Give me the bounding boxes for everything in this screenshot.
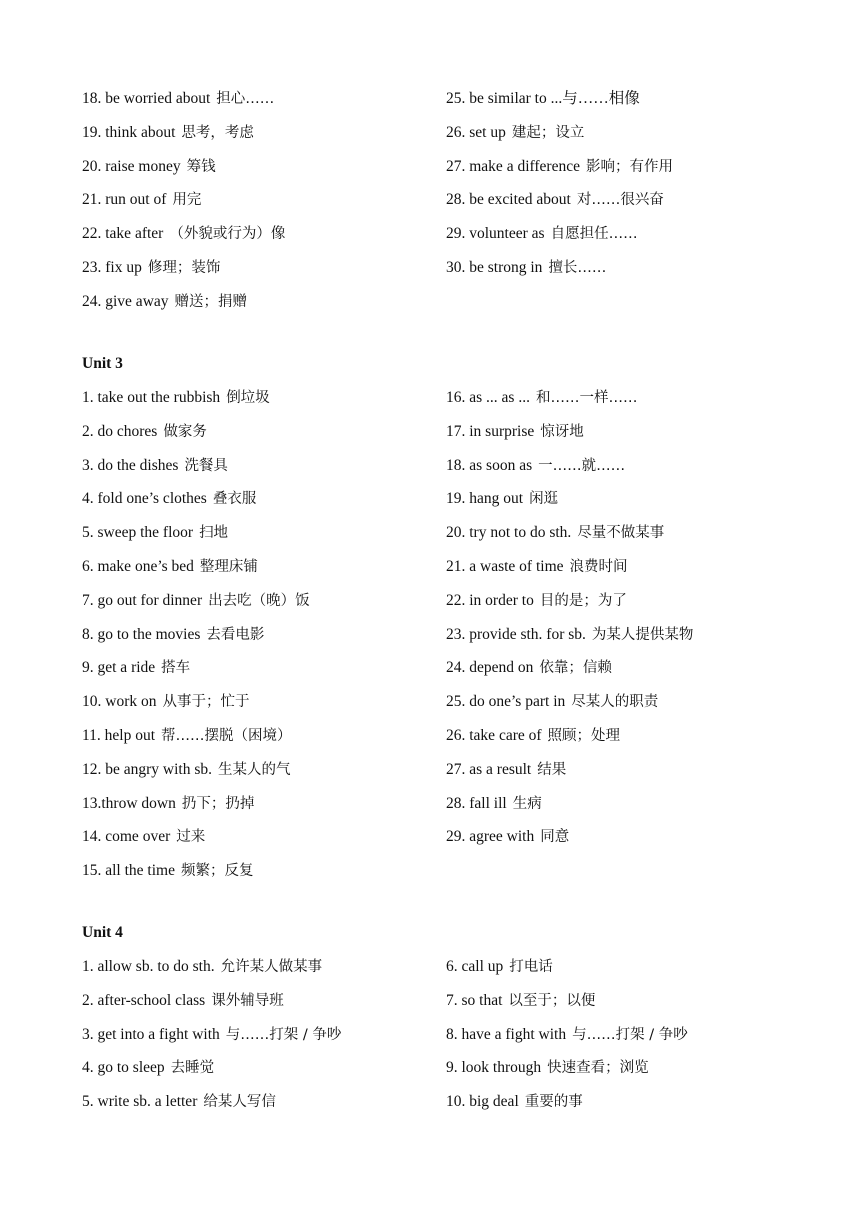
phrase-entry: [82, 285, 446, 319]
phrase-english: 23. provide sth. for sb.: [446, 625, 586, 643]
phrase-english: 3. do the dishes: [82, 456, 179, 474]
phrase-entry: [82, 984, 446, 1018]
phrase-entry: [446, 584, 782, 618]
phrase-entry: [446, 719, 782, 753]
phrase-entry: [82, 82, 446, 116]
phrase-entry: [82, 854, 446, 888]
section-unit3: [82, 347, 782, 888]
phrase-english: 11. help out: [82, 726, 156, 744]
phrase-english: 17. in surprise: [446, 422, 535, 440]
phrase-english: 26. take care of: [446, 726, 542, 744]
phrase-entry: [82, 116, 446, 150]
phrase-chinese: 尽量不做某事: [577, 525, 665, 542]
phrase-chinese: （外貌或行为）像: [169, 226, 286, 243]
phrase-chinese: 用完: [172, 192, 202, 209]
phrase-english: 19. think about: [82, 123, 176, 141]
phrase-entry: [82, 550, 446, 584]
phrase-entry: [82, 183, 446, 217]
phrase-english: 6. make one’s bed: [82, 557, 194, 575]
phrase-chinese: 照顾；处理: [547, 727, 621, 744]
phrase-chinese: 帮……摆脱（困境）: [161, 727, 292, 744]
phrase-entry: [446, 820, 782, 854]
phrase-column-right: [446, 950, 782, 1119]
phrase-chinese: 扔下；扔掉: [181, 795, 255, 812]
phrase-entry: [446, 753, 782, 787]
phrase-english: 23. fix up: [82, 258, 142, 276]
phrase-english: 19. hang out: [446, 490, 524, 508]
phrase-english: 12. be angry with sb.: [82, 760, 213, 778]
phrase-english: 7. go out for dinner: [82, 591, 203, 609]
phrase-chinese: 以至于；以便: [508, 992, 596, 1009]
phrase-column-left: [82, 381, 446, 888]
phrase-english: 24. give away: [82, 292, 169, 310]
phrase-english: 22. take after: [82, 225, 164, 243]
phrase-chinese: 打电话: [509, 959, 553, 975]
phrase-entry: [82, 950, 446, 984]
phrase-entry: [82, 1018, 446, 1052]
phrase-chinese: 叠衣服: [212, 491, 257, 508]
phrase-columns: [82, 381, 782, 888]
phrase-english: 29. agree with: [446, 828, 535, 846]
phrase-columns: [82, 950, 782, 1119]
phrase-chinese: 尽某人的职责: [571, 694, 659, 711]
phrase-chinese: 修理；装饰: [147, 259, 221, 276]
phrase-english: 21. a waste of time: [446, 557, 564, 575]
phrase-entry: [446, 183, 782, 217]
phrase-chinese: 整理床铺: [199, 558, 258, 575]
phrase-entry: [446, 217, 782, 251]
phrase-chinese: 洗餐具: [184, 457, 228, 474]
phrase-english: 27. make a difference: [446, 157, 580, 175]
phrase-entry: [446, 618, 782, 652]
phrase-chinese: 去睡觉: [170, 1060, 215, 1077]
phrase-chinese: 一……就……: [538, 457, 626, 474]
phrase-english: 15. all the time: [82, 862, 175, 880]
phrase-entry: [82, 820, 446, 854]
phrase-entry: [82, 482, 446, 516]
phrase-entry: [82, 787, 446, 821]
phrase-chinese: 建起；设立: [511, 124, 585, 141]
phrase-english: 13.throw down: [82, 794, 176, 812]
phrase-entry: [446, 82, 782, 116]
phrase-english: 5. sweep the floor: [82, 524, 194, 542]
section-unit4: [82, 916, 782, 1119]
phrase-entry: [446, 651, 782, 685]
phrase-chinese: 担心……: [216, 91, 275, 107]
phrase-entry: [82, 584, 446, 618]
phrase-english: 28. be excited about: [446, 191, 571, 209]
phrase-english: 29. volunteer as: [446, 225, 545, 243]
phrase-english: 1. allow sb. to do sth.: [82, 958, 215, 975]
phrase-entry: [446, 1051, 782, 1085]
phrase-entry: [446, 449, 782, 483]
phrase-english: 27. as a result: [446, 760, 532, 778]
phrase-entry: [446, 787, 782, 821]
phrase-english: 25. do one’s part in: [446, 693, 566, 711]
phrase-entry: [82, 719, 446, 753]
phrase-entry: [446, 150, 782, 184]
phrase-entry: [82, 415, 446, 449]
phrase-chinese: 为某人提供某物: [591, 626, 694, 643]
phrase-english: 5. write sb. a letter: [82, 1093, 198, 1111]
phrase-column-left: [82, 82, 446, 319]
phrase-chinese: 同意: [540, 829, 570, 846]
phrase-english: 4. go to sleep: [82, 1059, 165, 1077]
phrase-chinese: 惊讶地: [540, 423, 584, 440]
phrase-chinese: 思考，考虑: [181, 124, 254, 141]
phrase-english: 20. raise money: [82, 157, 181, 175]
phrase-entry: [82, 618, 446, 652]
phrase-chinese: 出去吃（晚）饭: [208, 592, 310, 609]
phrase-chinese: 倒垃圾: [226, 390, 270, 406]
phrase-english: 7. so that: [446, 991, 503, 1009]
phrase-english: 22. in order to: [446, 591, 534, 609]
phrase-entry: [446, 482, 782, 516]
phrase-chinese: 去看电影: [206, 626, 265, 643]
phrase-entry: [82, 449, 446, 483]
phrase-chinese: 结果: [537, 761, 567, 778]
phrase-chinese: 从事于；忙于: [162, 694, 250, 711]
phrase-entry: [446, 984, 782, 1018]
phrase-chinese: 影响；有作用: [585, 158, 673, 175]
phrase-entry: [82, 217, 446, 251]
phrase-chinese: 依靠；信赖: [539, 660, 612, 677]
phrase-entry: [82, 685, 446, 719]
phrase-entry: [446, 415, 782, 449]
phrase-column-left: [82, 950, 446, 1119]
unit-heading: Unit 3: [82, 355, 123, 372]
phrase-chinese: 生病: [512, 795, 542, 812]
phrase-english: 2. do chores: [82, 422, 158, 440]
phrase-chinese: 扫地: [199, 525, 229, 542]
phrase-entry: [82, 381, 446, 415]
phrase-english: 18. as soon as: [446, 456, 533, 474]
phrase-entry: [446, 950, 782, 984]
phrase-entry: [446, 1018, 782, 1052]
phrase-chinese: 做家务: [163, 423, 207, 440]
phrase-chinese: 过来: [176, 829, 206, 846]
phrase-chinese: 快速查看；浏览: [547, 1060, 649, 1077]
phrase-chinese: 课外辅导班: [211, 992, 284, 1009]
phrase-chinese: 频繁；反复: [180, 863, 254, 880]
phrase-entry: [82, 150, 446, 184]
phrase-english: 1. take out the rubbish: [82, 389, 221, 406]
phrase-entry: [446, 381, 782, 415]
section-unit2-continued: [82, 82, 782, 319]
phrase-entry: [82, 516, 446, 550]
phrase-english: 4. fold one’s clothes: [82, 490, 207, 508]
phrase-chinese: 擅长……: [548, 259, 607, 276]
phrase-chinese: 筹钱: [186, 158, 216, 175]
phrase-entry: [82, 1085, 446, 1119]
phrase-english: 9. look through: [446, 1059, 542, 1077]
phrase-english: 21. run out of: [82, 191, 167, 209]
phrase-chinese: 与……打架 / 争吵: [572, 1026, 688, 1043]
phrase-entry: [82, 251, 446, 285]
phrase-english: 14. come over: [82, 828, 171, 846]
phrase-entry: [446, 516, 782, 550]
phrase-english: 20. try not to do sth.: [446, 524, 572, 542]
phrase-english: 24. depend on: [446, 659, 534, 677]
phrase-chinese: 浪费时间: [569, 558, 628, 575]
phrase-chinese: 重要的事: [524, 1094, 583, 1111]
phrase-english: 28. fall ill: [446, 794, 507, 812]
phrase-column-right: [446, 381, 782, 888]
phrase-english: 2. after-school class: [82, 991, 206, 1009]
phrase-chinese: 对……很兴奋: [576, 192, 664, 209]
phrase-english: 30. be strong in: [446, 258, 543, 276]
phrase-english: 9. get a ride: [82, 659, 156, 677]
phrase-entry: [82, 753, 446, 787]
phrase-english: 16. as ... as ...: [446, 389, 530, 406]
phrase-entry: [446, 685, 782, 719]
phrase-english: 26. set up: [446, 123, 506, 141]
phrase-chinese: 自愿担任……: [550, 226, 638, 243]
phrase-columns: [82, 82, 782, 319]
phrase-entry: [82, 1051, 446, 1085]
phrase-entry: [82, 651, 446, 685]
phrase-english: 8. have a fight with: [446, 1025, 567, 1043]
phrase-english: 18. be worried about: [82, 90, 211, 107]
phrase-entry: [446, 550, 782, 584]
phrase-english: 10. big deal: [446, 1093, 519, 1111]
phrase-chinese: 搭车: [161, 660, 191, 677]
phrase-english: 8. go to the movies: [82, 625, 201, 643]
phrase-chinese: 允许某人做某事: [220, 959, 323, 975]
phrase-entry: [446, 1085, 782, 1119]
phrase-chinese: 和……一样……: [535, 390, 638, 406]
phrase-chinese: 赠送；捐赠: [174, 293, 248, 310]
phrase-english: 10. work on: [82, 693, 157, 711]
phrase-chinese: 闲逛: [529, 491, 559, 508]
phrase-chinese: 生某人的气: [218, 761, 291, 778]
phrase-english: 6. call up: [446, 958, 504, 975]
phrase-english: 3. get into a fight with: [82, 1025, 220, 1043]
phrase-chinese: 目的是；为了: [539, 592, 627, 609]
phrase-entry: [446, 116, 782, 150]
phrase-english: 25. be similar to ...与……相像: [446, 90, 640, 107]
phrase-chinese: 给某人写信: [203, 1094, 276, 1111]
phrase-column-right: [446, 82, 782, 319]
phrase-entry: [446, 251, 782, 285]
phrase-chinese: 与……打架 / 争吵: [225, 1026, 342, 1043]
unit-heading: Unit 4: [82, 924, 123, 941]
